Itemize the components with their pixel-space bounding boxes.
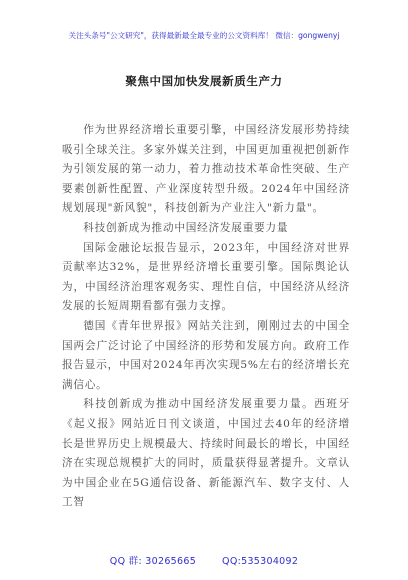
paragraph-intro: 作为世界经济增长重要引擎，中国经济发展形势持续吸引全球关注。多家外媒关注到，中国更加重视把创新作为引领发展的第一动力，着力推动技术革命性突破、生产要素创新性配置、产业深度转型升级。2024年中国经济规划展现"新风貌"，科技创新为产业注入"新力量"。 [62,124,350,215]
paragraph-spanish-newspaper: 科技创新成为推动中国经济发展重要力量。西班牙《起义报》网站近日刊文谈道，中国过去40年的经济增长是世界历史上规模最大、持续时间最长的增长，中国经济在实现总规模扩大的同时，质量获得显著提升。文章认为中国企业在5G通信设备、新能源汽车、数字支付、人工智 [62,398,350,509]
document-body [62,121,350,513]
footer-qq: QQ:535304092 [222,556,299,567]
footer-contact [0,553,408,567]
footer-qq-group: QQ 群: 30265665 [109,556,197,567]
section-heading: 科技创新成为推动中国经济发展重要力量 [83,221,289,234]
paragraph-german-newspaper: 德国《青年世界报》网站关注到，刚刚过去的中国全国两会广泛讨论了中国经济的形势和发展方向。政府工作报告显示，中国对2024年再次实现5%左右的经济增长充满信心。 [62,319,350,391]
document-title: 聚焦中国加快发展新质生产力 [125,74,283,88]
paragraph-financial-forum: 国际金融论坛报告显示，2023年，中国经济对世界贡献率达32%，是世界经济增长重要引擎。国际舆论认为，中国经济治理客观务实、理性自信，中国经济从经济发展的长短周期看都有强力支撑。 [62,241,350,313]
header-banner: 关注头条号"公文研究"，获得最新最全最专业的公文资料库！ 微信：gongwenyj [68,31,340,40]
